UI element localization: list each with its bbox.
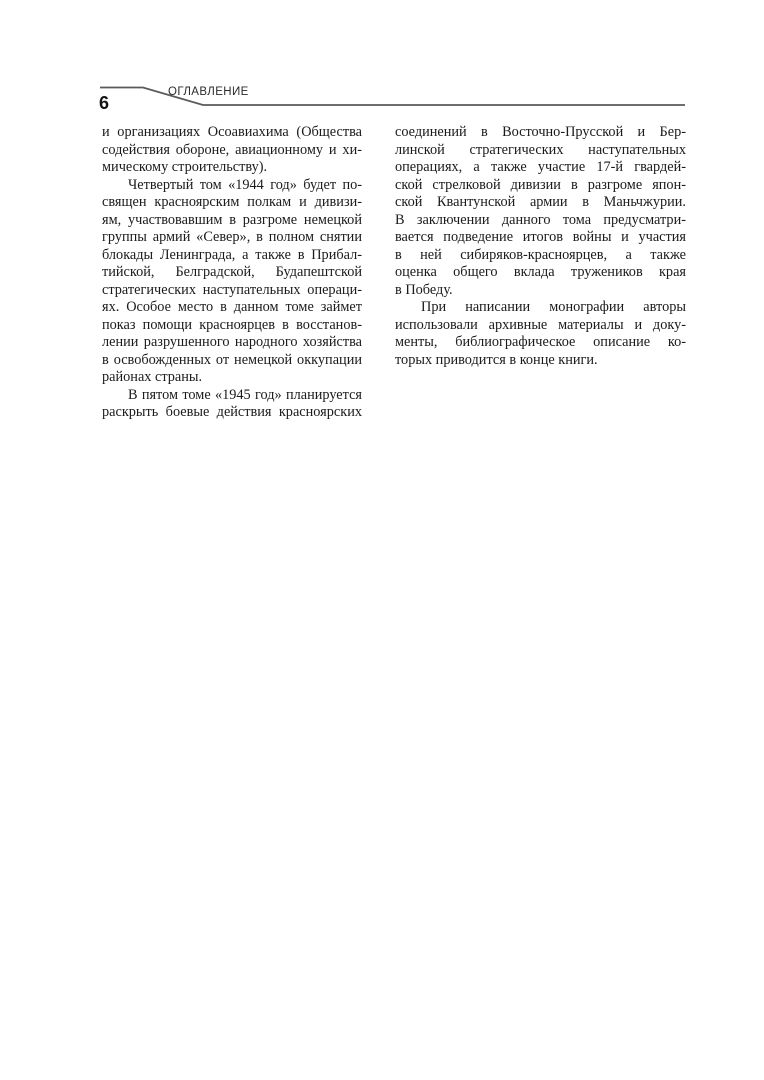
text-line: операциях, а также участие 17-й гвардей- — [395, 159, 686, 175]
text-line: группы армий «Север», в полном снятии — [102, 229, 362, 245]
text-line: вается подведение итогов войны и участия — [395, 229, 686, 245]
text-line: мическому строительству). — [102, 159, 268, 175]
page-number: 6 — [99, 93, 110, 113]
text-line: ской стрелковой дивизии в разгроме япон- — [395, 176, 686, 193]
text-line: В пятом томе «1945 год» планируется — [128, 386, 362, 403]
text-line: блокады Ленинграда, а также в Прибал- — [102, 246, 362, 263]
text-line: При написании монографии авторы — [421, 299, 686, 315]
text-line: В заключении данного тома предусматри- — [395, 211, 686, 228]
text-line: священ красноярским полкам и дивизи- — [102, 194, 362, 210]
text-line: стратегических наступательных операци- — [102, 281, 362, 298]
text-line: в освобожденных от немецкой оккупации — [102, 351, 362, 368]
text-line: ях. Особое место в данном томе займет — [102, 299, 362, 315]
text-line: оценка общего вклада тружеников края — [395, 264, 686, 280]
running-head-label: ОГЛАВЛЕНИЕ — [168, 86, 249, 98]
text-line: использовали архивные материалы и доку- — [395, 316, 686, 333]
text-line: в ней сибиряков-красноярцев, а также — [395, 246, 686, 263]
text-line: в Победу. — [395, 281, 453, 298]
text-line: содействия обороне, авиационному и хи- — [102, 141, 362, 158]
text-line: ям, участвовавшим в разгроме немецкой — [102, 211, 362, 228]
text-column-left — [102, 124, 362, 422]
text-line: торых приводится в конце книги. — [395, 351, 598, 368]
text-line: показ помощи красноярцев в восстанов- — [102, 316, 362, 333]
text-line: ской Квантунской армии в Маньчжурии. — [395, 194, 686, 210]
text-line: тийской, Белградской, Будапештской — [102, 264, 362, 280]
text-column-right — [395, 124, 686, 369]
text-line: Четвертый том «1944 год» будет по- — [128, 176, 362, 193]
text-line: районах страны. — [102, 369, 203, 385]
text-line: и организациях Осоавиахима (Общества — [102, 124, 362, 140]
text-line: лении разрушенного народного хозяйства — [102, 334, 362, 350]
text-line: раскрыть боевые действия красноярских — [102, 404, 362, 420]
text-line: менты, библиографическое описание ко- — [395, 334, 686, 350]
header-rule — [0, 0, 764, 120]
text-line: соединений в Восточно-Прусской и Бер- — [395, 124, 686, 140]
text-line: линской стратегических наступательных — [395, 141, 686, 158]
